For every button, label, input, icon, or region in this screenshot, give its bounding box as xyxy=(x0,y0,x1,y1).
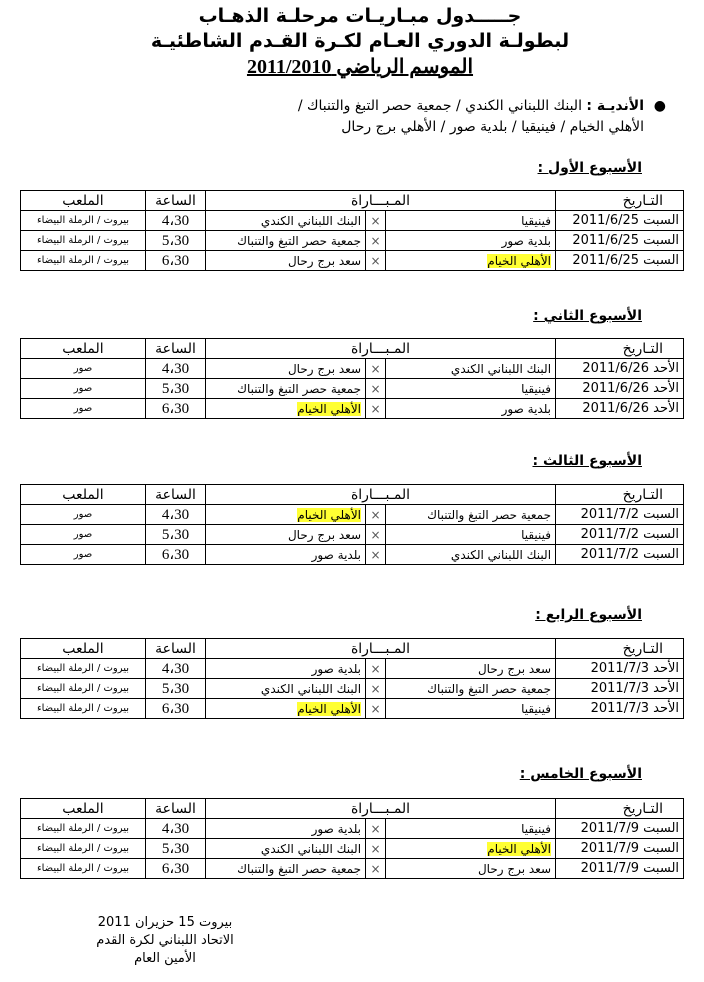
team2-text: الأهلي الخيام xyxy=(297,507,362,522)
team2-text: البنك اللبناني الكندي xyxy=(260,841,362,856)
team2-cell xyxy=(206,379,366,399)
team1-text: سعد برج رحال xyxy=(477,861,552,876)
time-text: 6،30 xyxy=(161,701,190,717)
table-row xyxy=(21,545,684,565)
team2-cell xyxy=(206,545,366,565)
table-row xyxy=(21,699,684,719)
team1-cell xyxy=(386,505,556,525)
date-text: السبت 2011/7/9 xyxy=(580,841,680,856)
team2-text: سعد برج رحال xyxy=(287,527,362,542)
column-header-venue: الملعب xyxy=(21,339,146,359)
column-header-date: التـاريخ xyxy=(556,799,684,819)
vs-icon: × xyxy=(366,859,386,879)
team1-cell xyxy=(386,699,556,719)
time-cell xyxy=(146,359,206,379)
team2-text: سعد برج رحال xyxy=(287,361,362,376)
venue-cell xyxy=(21,525,146,545)
date-cell xyxy=(556,251,684,271)
column-header-match: المـبـــاراة xyxy=(206,639,556,659)
date-text: السبت 2011/7/2 xyxy=(580,507,680,522)
team1-text: بلدية صور xyxy=(501,233,552,248)
venue-cell xyxy=(21,359,146,379)
team1-cell xyxy=(386,379,556,399)
date-text: السبت 2011/7/2 xyxy=(580,527,680,542)
vs-icon: × xyxy=(366,505,386,525)
team1-cell xyxy=(386,839,556,859)
team1-text: بلدية صور xyxy=(501,401,552,416)
venue-cell xyxy=(21,211,146,231)
column-header-time: الساعة xyxy=(146,485,206,505)
week-heading: الأسبوع الرابع : xyxy=(535,607,642,623)
time-cell xyxy=(146,819,206,839)
time-text: 5،30 xyxy=(161,527,190,543)
header-row xyxy=(21,191,684,211)
venue-text: بيروت / الرملة البيضاء xyxy=(36,703,130,714)
table-row xyxy=(21,525,684,545)
date-cell xyxy=(556,399,684,419)
date-text: السبت 2011/6/25 xyxy=(572,253,680,268)
vs-icon: × xyxy=(366,819,386,839)
date-text: الأحد 2011/7/3 xyxy=(590,701,680,716)
venue-cell xyxy=(21,399,146,419)
doc-subtitle: لبطولـة الدوري العـام لكـرة القـدم الشاطئيـة xyxy=(150,30,570,52)
venue-cell xyxy=(21,379,146,399)
column-header-date: التـاريخ xyxy=(556,339,684,359)
schedule-table xyxy=(20,638,684,719)
team1-cell xyxy=(386,659,556,679)
venue-text: صور xyxy=(73,529,93,540)
venue-cell xyxy=(21,679,146,699)
team1-cell xyxy=(386,859,556,879)
team2-text: جمعية حصر التبغ والتنباك xyxy=(237,233,362,248)
column-header-venue: الملعب xyxy=(21,799,146,819)
vs-icon: × xyxy=(366,399,386,419)
team2-text: البنك اللبناني الكندي xyxy=(260,681,362,696)
venue-text: بيروت / الرملة البيضاء xyxy=(36,843,130,854)
team1-text: البنك اللبناني الكندي xyxy=(450,361,552,376)
venue-cell xyxy=(21,251,146,271)
date-text: السبت 2011/7/9 xyxy=(580,861,680,876)
time-text: 5،30 xyxy=(161,841,190,857)
team1-text: جمعية حصر التبغ والتنباك xyxy=(427,507,552,522)
venue-text: بيروت / الرملة البيضاء xyxy=(36,663,130,674)
team2-cell xyxy=(206,839,366,859)
date-text: السبت 2011/6/25 xyxy=(572,233,680,248)
time-cell xyxy=(146,231,206,251)
venue-text: صور xyxy=(73,363,93,374)
venue-text: بيروت / الرملة البيضاء xyxy=(36,255,130,266)
team1-cell xyxy=(386,679,556,699)
table-row xyxy=(21,819,684,839)
time-cell xyxy=(146,839,206,859)
venue-text: بيروت / الرملة البيضاء xyxy=(36,215,130,226)
team1-text: البنك اللبناني الكندي xyxy=(450,547,552,562)
table-row xyxy=(21,679,684,699)
clubs-line1: البنك اللبناني الكندي / جمعية حصر التبغ والتنباك / xyxy=(297,98,582,114)
bullet-icon: ● xyxy=(653,98,666,114)
team2-text: بلدية صور xyxy=(311,821,362,836)
team2-text: سعد برج رحال xyxy=(287,253,362,268)
column-header-time: الساعة xyxy=(146,191,206,211)
vs-icon: × xyxy=(366,211,386,231)
clubs-line2: الأهلي الخيام / فينيقيا / بلدية صور / الأهلي برج رحال xyxy=(341,119,644,135)
column-header-match: المـبـــاراة xyxy=(206,485,556,505)
footer-date: بيروت 15 حزيران 2011 xyxy=(97,915,233,930)
header-row xyxy=(21,339,684,359)
team2-text: جمعية حصر التبغ والتنباك xyxy=(237,381,362,396)
header-row xyxy=(21,485,684,505)
vs-icon: × xyxy=(366,659,386,679)
team1-cell xyxy=(386,525,556,545)
date-cell xyxy=(556,545,684,565)
date-cell xyxy=(556,699,684,719)
team1-cell xyxy=(386,231,556,251)
team1-cell xyxy=(386,399,556,419)
team2-cell xyxy=(206,859,366,879)
week-heading: الأسبوع الثاني : xyxy=(533,308,642,324)
team2-text: جمعية حصر التبغ والتنباك xyxy=(237,861,362,876)
venue-cell xyxy=(21,819,146,839)
column-header-venue: الملعب xyxy=(21,639,146,659)
vs-icon: × xyxy=(366,379,386,399)
time-text: 6،30 xyxy=(161,253,190,269)
venue-text: بيروت / الرملة البيضاء xyxy=(36,683,130,694)
venue-text: بيروت / الرملة البيضاء xyxy=(36,863,130,874)
column-header-time: الساعة xyxy=(146,639,206,659)
team2-cell xyxy=(206,699,366,719)
team2-cell xyxy=(206,505,366,525)
venue-text: بيروت / الرملة البيضاء xyxy=(36,235,130,246)
clubs-label: الأنديـة : xyxy=(586,98,644,114)
time-text: 4،30 xyxy=(161,821,190,837)
column-header-venue: الملعب xyxy=(21,191,146,211)
venue-text: بيروت / الرملة البيضاء xyxy=(36,823,130,834)
team1-text: الأهلي الخيام xyxy=(487,841,552,856)
clubs-list xyxy=(154,96,666,138)
team2-cell xyxy=(206,231,366,251)
venue-text: صور xyxy=(73,549,93,560)
column-header-match: المـبـــاراة xyxy=(206,191,556,211)
time-text: 6،30 xyxy=(161,547,190,563)
team1-text: فينيقيا xyxy=(521,213,552,228)
vs-icon: × xyxy=(366,699,386,719)
time-text: 4،30 xyxy=(161,361,190,377)
date-text: الأحد 2011/6/26 xyxy=(582,361,680,376)
date-text: السبت 2011/7/9 xyxy=(580,821,680,836)
team2-text: البنك اللبناني الكندي xyxy=(260,213,362,228)
team1-text: الأهلي الخيام xyxy=(487,253,552,268)
footer-title: الأمين العام xyxy=(134,951,196,966)
team1-text: جمعية حصر التبغ والتنباك xyxy=(427,681,552,696)
team2-text: بلدية صور xyxy=(311,547,362,562)
time-text: 5،30 xyxy=(161,233,190,249)
date-text: السبت 2011/7/2 xyxy=(580,547,680,562)
time-cell xyxy=(146,525,206,545)
team1-text: فينيقيا xyxy=(521,527,552,542)
week-heading: الأسبوع الأول : xyxy=(537,160,642,176)
time-text: 4،30 xyxy=(161,507,190,523)
venue-cell xyxy=(21,545,146,565)
table-row xyxy=(21,399,684,419)
date-cell xyxy=(556,379,684,399)
table-row xyxy=(21,211,684,231)
team2-text: الأهلي الخيام xyxy=(297,401,362,416)
schedule-table xyxy=(20,190,684,271)
date-text: السبت 2011/6/25 xyxy=(572,213,680,228)
team1-text: فينيقيا xyxy=(521,381,552,396)
team2-cell xyxy=(206,251,366,271)
team1-cell xyxy=(386,211,556,231)
venue-cell xyxy=(21,839,146,859)
table-row xyxy=(21,251,684,271)
team2-text: بلدية صور xyxy=(311,661,362,676)
week-heading: الأسبوع الخامس : xyxy=(519,766,642,782)
time-cell xyxy=(146,679,206,699)
venue-cell xyxy=(21,659,146,679)
time-cell xyxy=(146,379,206,399)
date-text: الأحد 2011/7/3 xyxy=(590,681,680,696)
date-text: الأحد 2011/6/26 xyxy=(582,401,680,416)
date-cell xyxy=(556,659,684,679)
time-text: 5،30 xyxy=(161,381,190,397)
team2-text: الأهلي الخيام xyxy=(297,701,362,716)
vs-icon: × xyxy=(366,525,386,545)
team2-cell xyxy=(206,399,366,419)
schedule-table xyxy=(20,798,684,879)
venue-cell xyxy=(21,505,146,525)
venue-text: صور xyxy=(73,383,93,394)
vs-icon: × xyxy=(366,545,386,565)
time-text: 5،30 xyxy=(161,681,190,697)
date-text: الأحد 2011/6/26 xyxy=(582,381,680,396)
table-row xyxy=(21,859,684,879)
vs-icon: × xyxy=(366,231,386,251)
time-cell xyxy=(146,505,206,525)
team1-text: فينيقيا xyxy=(521,701,552,716)
venue-cell xyxy=(21,859,146,879)
time-text: 6،30 xyxy=(161,861,190,877)
vs-icon: × xyxy=(366,359,386,379)
venue-text: صور xyxy=(73,403,93,414)
week-heading: الأسبوع الثالث : xyxy=(532,453,642,469)
column-header-match: المـبـــاراة xyxy=(206,339,556,359)
date-cell xyxy=(556,819,684,839)
date-cell xyxy=(556,839,684,859)
column-header-time: الساعة xyxy=(146,799,206,819)
footer-org: الاتحاد اللبناني لكرة القدم xyxy=(96,933,234,948)
time-cell xyxy=(146,399,206,419)
season-title: الموسم الرياضي 2011/2010 xyxy=(246,56,474,78)
date-cell xyxy=(556,525,684,545)
schedule-table xyxy=(20,338,684,419)
column-header-date: التـاريخ xyxy=(556,485,684,505)
date-cell xyxy=(556,679,684,699)
date-cell xyxy=(556,231,684,251)
date-cell xyxy=(556,359,684,379)
time-cell xyxy=(146,659,206,679)
time-text: 4،30 xyxy=(161,661,190,677)
team2-cell xyxy=(206,819,366,839)
table-row xyxy=(21,231,684,251)
time-cell xyxy=(146,545,206,565)
time-cell xyxy=(146,251,206,271)
time-cell xyxy=(146,211,206,231)
doc-title: جـــــدول مبـاريـات مرحلـة الذهـاب xyxy=(198,5,522,27)
table-row xyxy=(21,359,684,379)
time-text: 6،30 xyxy=(161,401,190,417)
vs-icon: × xyxy=(366,679,386,699)
team1-cell xyxy=(386,819,556,839)
column-header-match: المـبـــاراة xyxy=(206,799,556,819)
schedule-table xyxy=(20,484,684,565)
team2-cell xyxy=(206,359,366,379)
date-cell xyxy=(556,859,684,879)
table-row xyxy=(21,839,684,859)
column-header-venue: الملعب xyxy=(21,485,146,505)
column-header-date: التـاريخ xyxy=(556,639,684,659)
team1-text: سعد برج رحال xyxy=(477,661,552,676)
team2-cell xyxy=(206,211,366,231)
time-cell xyxy=(146,859,206,879)
signature-block xyxy=(70,914,260,968)
team2-cell xyxy=(206,525,366,545)
date-text: الأحد 2011/7/3 xyxy=(590,661,680,676)
time-text: 4،30 xyxy=(161,213,190,229)
vs-icon: × xyxy=(366,251,386,271)
venue-cell xyxy=(21,231,146,251)
header-row xyxy=(21,799,684,819)
venue-text: صور xyxy=(73,509,93,520)
table-row xyxy=(21,505,684,525)
team1-cell xyxy=(386,251,556,271)
team2-cell xyxy=(206,679,366,699)
column-header-date: التـاريخ xyxy=(556,191,684,211)
venue-cell xyxy=(21,699,146,719)
header-row xyxy=(21,639,684,659)
team1-cell xyxy=(386,359,556,379)
column-header-time: الساعة xyxy=(146,339,206,359)
table-row xyxy=(21,659,684,679)
vs-icon: × xyxy=(366,839,386,859)
date-cell xyxy=(556,505,684,525)
team1-text: فينيقيا xyxy=(521,821,552,836)
date-cell xyxy=(556,211,684,231)
table-row xyxy=(21,379,684,399)
team2-cell xyxy=(206,659,366,679)
time-cell xyxy=(146,699,206,719)
team1-cell xyxy=(386,545,556,565)
